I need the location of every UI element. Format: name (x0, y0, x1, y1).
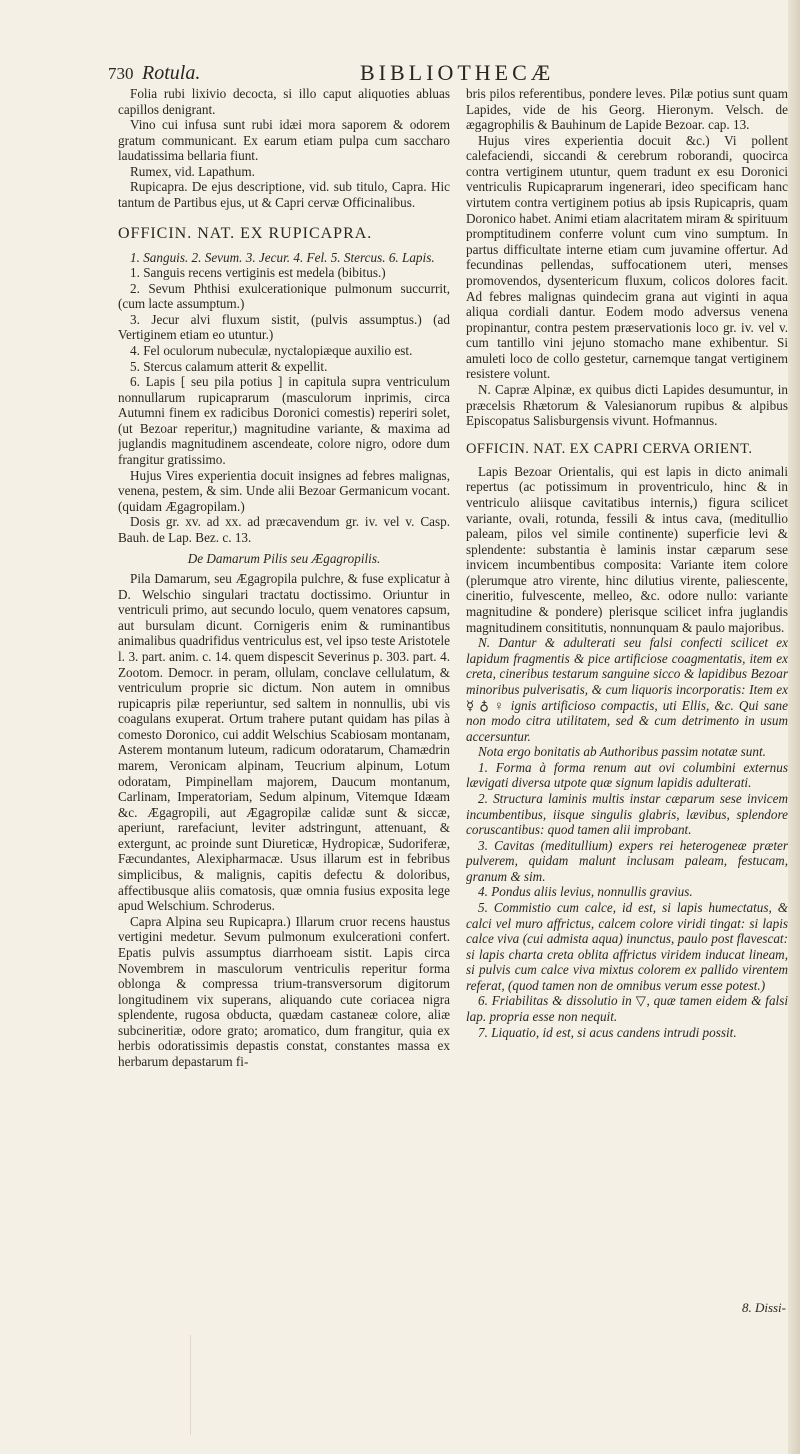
left-column-paragraph: 1. Sanguis. 2. Sevum. 3. Jecur. 4. Fel. 5. Stercus. 6. Lapis. (130, 249, 435, 265)
page-header (108, 60, 798, 86)
left-column-paragraph: Pila Damarum, seu Ægagropila pulchre, & fuse explicatur à D. Welschio singulari tractatu doctissimo. Oriuntur in ventriculi primo, aut secundo loculo, quem venatores capsum, aut bursulam dicunt. Cornigeris enim & ruminantibus animalibus quadrifidus ventriculus est, vel ipso teste Aristotele l. 3. part. anim. c. 14. quem dispescit Severinus p. 303. part. 4. Zootom. Democr. in peram, ollulam, conclave cellulatum, & ventriculum proprie sic dictum. Non autem in omnibus rupicapris pilæ reperiuntur, sed saltem in nonnullis, ubi vis coagulans exuperat. Ortum trahere putant quidam has pilas à comesto Doronico, cui addit Welschius Scabiosam montanam, Asterem montanum luteum, radicum odoratarum, Chamædrin marem, Veronicam alpinam, Teucrium alpinum, Lotum odoratam, Pimpinellam majorem, Daucum montanum, Carlinam, Imperatoriam, Sedum alpinum, Vitemque Idæam &c. Ægagropili, aut Ægagropilæ calidæ sunt & siccæ, aperiunt, rarefaciunt, leviter adstringunt, attenuant, & extergunt, ac proinde sunt Diureticæ, Hydropicæ, Sudoriferæ, Fæcundantes, Alexipharmacæ. Usus illarum est in febribus simplicibus, & malignis, capitis defectu & doloribus, affectibusque aliis comatosis, quæ omnia fusius exposita lege apud Welschium. Schroderus. (118, 571, 450, 914)
left-column-paragraph: 4. Fel oculorum nubeculæ, nyctalopiæque auxilio est. (130, 342, 413, 358)
left-column-paragraph: 2. Sevum Phthisi exulcerationique pulmonum succurrit, (cum lacte assumptum.) (118, 280, 450, 312)
right-column (466, 86, 788, 1336)
right-column-paragraph: N. Dantur & adulterati seu falsi confecti scilicet ex lapidum fragmentis & pice artificiose coagmentatis, item ex creta, cineribus testarum sanguine sicco & lapidibus Bezoar minoribus pulverisatis, & cum liquoris incorporatis: Item ex ☿ ♁ ♀ ignis artificioso compactis, uti Ellis, &c. Qui sane non modo citra utilitatem, sed & cum detrimento in usum accersuntur. (466, 635, 788, 744)
right-column-paragraph: 3. Cavitas (meditullium) expers rei heterogeneæ præter pulverem, quidam malunt inclusam paleam, festucam, granum & sim. (466, 837, 788, 884)
left-column-paragraph: 5. Stercus calamum atterit & expellit. (130, 358, 328, 374)
right-column-paragraph: Hujus vires experientia docuit &c.) Vi pollent calefaciendi, siccandi & cerebrum roborandi, quocirca contra vertiginem utuntur, quem tradunt ex esu Doronici ventriculis Rupicaprarum ingenerari, ideo specificam hanc virtutem contra vertiginem potius ab ipsis Rupicapris, quam Doronico habet. Animi etiam alacritatem miram & spirituum promptitudinem conferre volunt cum vino sumptum. In partus difficultate interne etiam cum juvamine offertur. Ad fecundinas pellendas, suffocationem uteri, menses promovendos, dysentericum fluxum, colicos dolores facit. Ad febres malignas quindecim grana aut viginti in aqua aliqua cordiali dantur. Eodem modo adversus venena propinantur, contra pestem præservationis loco gr. iv. vel v. cum tantillo vini jejuno stomacho mane exhibentur. Si amuleti loco de collo gestetur, carnemque tangat vertiginem resistere volunt. (466, 132, 788, 382)
right-column-paragraph: 1. Forma à forma renum aut ovi columbini externus lævigati diversa utpote quæ signum lapidis adulterati. (466, 759, 788, 791)
left-column-paragraph: Vino cui infusa sunt rubi idæi mora saporem & odorem gratum communicant. Ex earum etiam pulpa cum saccharo laudatissima bellaria fiunt. (118, 117, 450, 164)
right-column-paragraph: 2. Structura laminis multis instar cæparum sese invicem incumbentibus, iisque singulis glabris, lævibus, splendore coruscantibus: quod tamen alii improbant. (466, 790, 788, 838)
running-word: Rotula. (142, 62, 201, 84)
paper-mark (190, 1335, 231, 1435)
left-column-paragraph: 1. Sanguis recens vertiginis est medela (bibitus.) (130, 265, 386, 281)
catchword: 8. Dissi- (741, 1300, 786, 1315)
right-column-paragraph: 4. Pondus aliis levius, nonnullis gravius. (478, 884, 693, 900)
left-column-paragraph: De Damarum Pilis seu Ægagropilis. (187, 551, 381, 567)
left-column-paragraph: Capra Alpina seu Rupicapra.) Illarum cruor recens haustus vertigini medetur. Sevum pulmonum exulcerationi confert. Epatis pulvis assumptus diarrhoeam sistit. Lapis circa Novembrem in masculorum ventriculis reperitur forma oblonga & compressa trium-transversorum digitorum longitudinem vix superans, aliquando cute coriacea nigra splendente, rugosa obducta, quædam castaneæ colore, aliæ subcineritiæ, odore grato; aromatico, dum frangitur, quia ex herbis odoratissimis depastis constat, constantes massa ex herbarum depastarum fi- (118, 913, 450, 1069)
right-column-paragraph: Lapis Bezoar Orientalis, qui est lapis in dicto animali repertus (ac potissimum in proventriculo, hinc & in ventriculo aliisque cavitatibus internis,) figura scilicet variante, ovali, rotunda, fessili & intus cava, (meditullio paleam, pilos vel simile continente) superficie levi & splendente: substantia è laminis instar cæparum sese invicem incumbentibus composita: Variante item colore (plerumque atro virente, hinc dilutius virente, paliescente, cineritio, fulvescente, melleo, &c. odore nullo: variante magnitudine & pondere) plerisque scilicet infra juglandis magnitudinem consititutis, nonnunquam & paulo majoribus. (466, 463, 788, 635)
right-column-paragraph: 5. Commistio cum calce, id est, si lapis humectatus, & calci vel muro affrictus, calcem colore viridi tingat: si lapis calce viva (cui admista aqua) inunctus, paulo post flavescat: si lapis charta creta oblita affrictus viridem inducat lineam, si pulvis cum calce viva mixtus colorem ex pallido virentem referat, (quod tamen non de omnibus verum esse potest.) (466, 900, 788, 993)
running-head: BIBLIOTHECÆ (360, 60, 555, 85)
right-column-paragraph: Nota ergo bonitatis ab Authoribus passim notatæ sunt. (478, 744, 766, 760)
left-column-paragraph: Folia rubi lixivio decocta, si illo caput aliquoties abluas capillos denigrant. (118, 86, 450, 117)
left-column (118, 86, 450, 1136)
left-column-paragraph: 3. Jecur alvi fluxum sistit, (pulvis assumptus.) (ad Vertiginem etiam eo utuntur.) (118, 311, 450, 343)
left-column-paragraph: Rumex, vid. Lapathum. (130, 163, 255, 179)
page-edge (788, 0, 800, 1454)
right-column-paragraph: 6. Friabilitas & dissolutio in ▽, quæ tamen eidem & falsi lap. propria esse non nequit. (466, 993, 788, 1025)
left-column-paragraph: Rupicapra. De ejus descriptione, vid. sub titulo, Capra. Hic tantum de Partibus ejus, ut & Capri cervæ Officinalibus. (118, 179, 450, 211)
right-column-paragraph: OFFICIN. NAT. EX CAPRI CERVA ORIENT. (466, 440, 753, 457)
left-column-paragraph: OFFICIN. NAT. EX RUPICAPRA. (118, 224, 373, 242)
left-column-paragraph: Dosis gr. xv. ad xx. ad præcavendum gr. iv. vel v. Casp. Bauh. de Lap. Bez. c. 13. (118, 514, 450, 545)
page-number: 730 (108, 64, 134, 83)
left-column-paragraph: 6. Lapis [ seu pila potius ] in capitula supra ventriculum nonnullarum rupicaprarum (masculorum inprimis, circa Autumni finem ex radicibus Doronici comestis) reperiri solet, (ut Bezoar reperitur,) magnitudine variante, & maxima ad juglandis magnitudinem ascendeate, colore nigro, odore dum frangitur gratissimo. (118, 374, 450, 468)
right-column-paragraph: bris pilos referentibus, pondere leves. Pilæ potius sunt quam Lapides, vide de his Georg. Hieronym. Velsch. de ægagrophilis & Bauhinum de Lapide Bezoar. cap. 13. (466, 86, 788, 133)
right-column-paragraph: 7. Liquatio, id est, si acus candens intrudi possit. (478, 1024, 737, 1040)
left-column-paragraph: Hujus Vires experientia docuit insignes ad febres malignas, venena, pestem, & sim. Unde alii Bezoar Germanicum vocant. (quidam Ægagropilam.) (118, 467, 450, 514)
right-column-paragraph: N. Capræ Alpinæ, ex quibus dicti Lapides desumuntur, in præcelsis Rhætorum & Valesianorum rupibus & alpibus Episcopatus Salisburgensis vivunt. Hofmannus. (466, 381, 788, 429)
